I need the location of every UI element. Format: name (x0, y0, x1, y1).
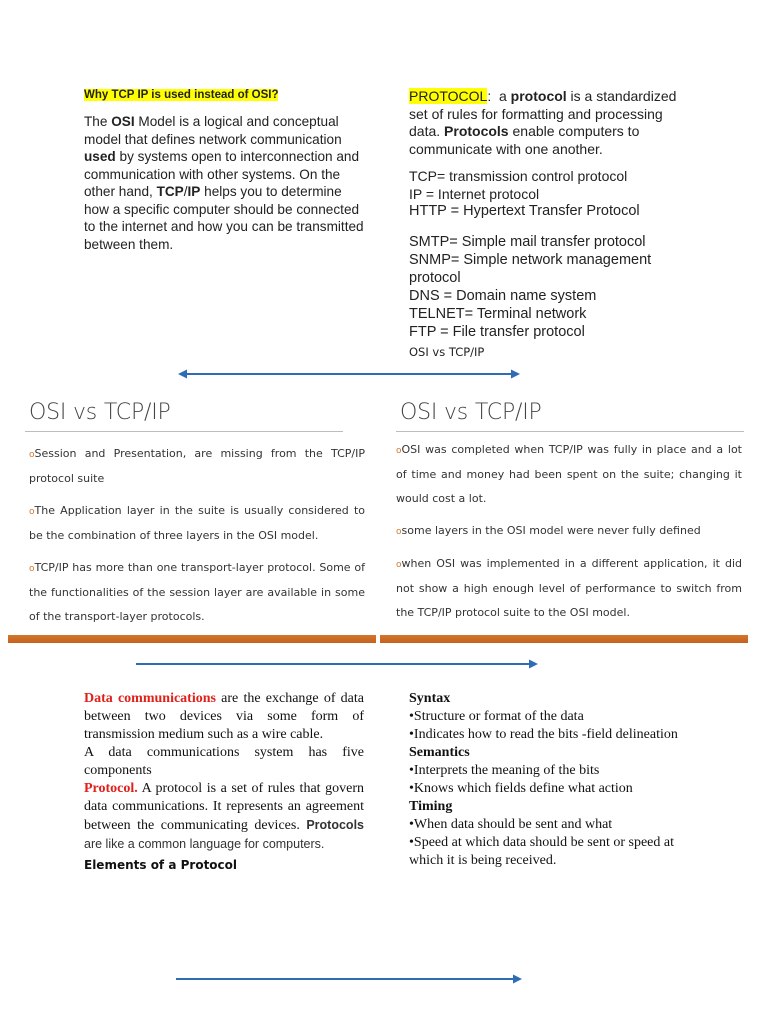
list-item: •Interprets the meaning of the bits (409, 763, 600, 778)
list-item: HTTP = Hypertext Transfer Protocol (409, 203, 640, 219)
dc-term: Data communications (84, 691, 216, 706)
list-item: SNMP= Simple network management protocol (409, 251, 652, 286)
list-item: SMTP= Simple mail transfer protocol (409, 233, 646, 250)
slide-bottom-bar-left (8, 635, 376, 643)
arrow-divider-1 (178, 368, 520, 380)
dc-components: A data communications system has five components (84, 745, 364, 778)
protocol-word: PROTOCOL (409, 88, 488, 104)
data-communications-block (84, 690, 364, 872)
slide-right (396, 400, 746, 625)
slide-title: OSI vs TCP/IP (29, 400, 171, 425)
list-item: osome layers in the OSI model were never fully defined (396, 524, 701, 537)
list-item: TELNET= Terminal network (409, 305, 587, 322)
caption: OSI vs TCP/IP (409, 344, 485, 359)
list-item: oTCP/IP has more than one transport-layer protocol. Some of the functionalities of the session layer are available in some of the transport-layer protocols. (29, 561, 365, 623)
question-heading: Why TCP IP is used instead of OSI? (84, 89, 279, 101)
list-item: •Knows which fields define what action (409, 781, 633, 796)
list-item: DNS = Domain name system (409, 287, 597, 304)
arrow-divider-2 (136, 658, 538, 670)
protocol-definition: PROTOCOL: a protocol is a standardized set of rules for formatting and processing data. Protocols enable computers to communicate with one another. (409, 88, 677, 157)
divider (25, 431, 343, 432)
list-item: oThe Application layer in the suite is usually considered to be the combination of three layers in the OSI model. (29, 504, 365, 542)
question-block (84, 88, 364, 253)
osi-tcpip-explanation: The OSI Model is a logical and conceptual model that defines network communication used by systems open to interconnection and communication with other systems. On the other hand, TCP/IP helps you to determine how a specific computer should be connected to the internet and how you can be transmitted between them. (84, 114, 364, 252)
protocol-term: Protocol. (84, 781, 138, 796)
list-item: IP = Internet protocol (409, 185, 540, 202)
protocol-list-2 (409, 233, 684, 341)
timing-heading: Timing (409, 799, 453, 814)
list-item: •When data should be sent and what (409, 817, 613, 832)
slide-left (25, 400, 375, 629)
arrow-divider-3 (176, 973, 522, 985)
list-item: •Indicates how to read the bits -field delineation (409, 727, 678, 742)
protocol-list-1 (409, 168, 684, 221)
list-item: •Speed at which data should be sent or speed at which it is being received. (409, 835, 674, 868)
elements-heading: Elements of a Protocol (84, 858, 238, 872)
list-item: FTP = File transfer protocol (409, 323, 585, 340)
data-communications-definition: Data communications are the exchange of data between two devices via some form of transmission medium such as a wire cable. (84, 691, 365, 742)
list-item: •Structure or format of the data (409, 709, 584, 724)
semantics-heading: Semantics (409, 745, 470, 760)
list-item: oSession and Presentation, are missing from the TCP/IP protocol suite (29, 447, 365, 485)
divider (396, 431, 744, 432)
protocol-elements-block (409, 690, 684, 870)
list-item: oOSI was completed when TCP/IP was fully in place and a lot of time and money had been spent on the suite; changing it would cost a lot. (396, 443, 742, 505)
slide-title: OSI vs TCP/IP (400, 400, 542, 425)
protocol-block (409, 88, 684, 359)
list-item: owhen OSI was implemented in a different application, it did not show a high enough level of performance to switch from the TCP/IP protocol suite to the OSI model. (396, 557, 742, 619)
protocol-definition-2: Protocol. A protocol is a set of rules that govern data communications. It represents an agreement between the communicating devices. Protocols are like a common language for computers. (84, 781, 364, 851)
list-item: TCP= transmission control protocol (409, 168, 628, 184)
slide-bottom-bar-right (380, 635, 748, 643)
syntax-heading: Syntax (409, 691, 451, 706)
